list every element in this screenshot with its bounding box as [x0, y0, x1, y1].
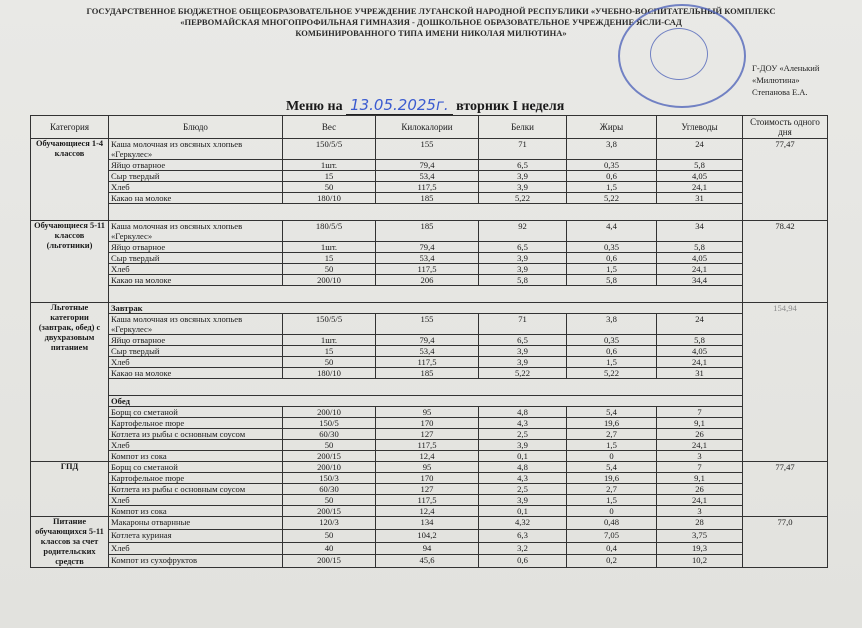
protein-cell: 4,3 — [479, 473, 567, 484]
category-cell: ГПД — [31, 462, 109, 517]
weight-cell: 120/3 — [283, 517, 376, 530]
kcal-cell: 53,4 — [376, 171, 479, 182]
weight-cell: 1шт. — [283, 160, 376, 171]
dish-name-cell: Каша молочная из овсяных хлопьев «Геркулес» — [109, 139, 283, 160]
table-row — [31, 506, 828, 517]
carbs-cell: 31 — [657, 368, 743, 379]
protein-cell: 71 — [479, 314, 567, 335]
table-row — [31, 451, 828, 462]
fat-cell: 3,8 — [567, 314, 657, 335]
table-row — [31, 139, 828, 160]
weight-cell: 15 — [283, 253, 376, 264]
weight-cell: 50 — [283, 264, 376, 275]
protein-cell: 6,5 — [479, 335, 567, 346]
carbs-cell: 34,4 — [657, 275, 743, 286]
protein-cell: 0,6 — [479, 555, 567, 568]
table-row — [31, 484, 828, 495]
dish-name-cell: Яйцо отварное — [109, 335, 283, 346]
kcal-cell: 185 — [376, 193, 479, 204]
table-row — [31, 462, 828, 473]
column-header: Вес — [283, 116, 376, 139]
category-cell: Льготные категории (завтрак, обед) с двухразовым питанием — [31, 303, 109, 462]
menu-table — [30, 115, 828, 568]
dish-name-cell: Сыр твердый — [109, 171, 283, 182]
kcal-cell: 104,2 — [376, 529, 479, 542]
carbs-cell: 24 — [657, 139, 743, 160]
table-row — [31, 242, 828, 253]
protein-cell: 3,9 — [479, 171, 567, 182]
category-cell: Питание обучающихся 5-11 классов за счет родительских средств — [31, 517, 109, 568]
carbs-cell: 24 — [657, 314, 743, 335]
fat-cell: 1,5 — [567, 264, 657, 275]
weight-cell: 150/5/5 — [283, 314, 376, 335]
section-label: Завтрак — [109, 303, 743, 314]
protein-cell: 2,5 — [479, 429, 567, 440]
kcal-cell: 117,5 — [376, 264, 479, 275]
kcal-cell: 53,4 — [376, 346, 479, 357]
weight-cell: 200/10 — [283, 407, 376, 418]
official-seal-icon — [618, 4, 746, 108]
weight-cell: 60/30 — [283, 484, 376, 495]
price-cell: 77,0 — [743, 517, 828, 568]
dish-name-cell: Яйцо отварное — [109, 242, 283, 253]
table-row — [31, 182, 828, 193]
protein-cell: 2,5 — [479, 484, 567, 495]
dish-name-cell: Компот из сока — [109, 506, 283, 517]
carbs-cell: 4,05 — [657, 346, 743, 357]
kcal-cell: 206 — [376, 275, 479, 286]
fat-cell: 1,5 — [567, 440, 657, 451]
weight-cell: 180/5/5 — [283, 221, 376, 242]
table-row — [31, 171, 828, 182]
fat-cell: 0,6 — [567, 346, 657, 357]
kcal-cell: 127 — [376, 484, 479, 495]
carbs-cell: 24,1 — [657, 440, 743, 451]
table-row — [31, 314, 828, 335]
weight-cell: 15 — [283, 346, 376, 357]
column-header: Стоимость одного дня — [743, 116, 828, 139]
dish-name-cell: Какао на молоке — [109, 275, 283, 286]
protein-cell: 4,8 — [479, 407, 567, 418]
carbs-cell: 5,8 — [657, 160, 743, 171]
table-row — [31, 368, 828, 379]
protein-cell: 3,9 — [479, 346, 567, 357]
dish-name-cell: Сыр твердый — [109, 253, 283, 264]
protein-cell: 3,9 — [479, 253, 567, 264]
carbs-cell: 9,1 — [657, 418, 743, 429]
carbs-cell: 34 — [657, 221, 743, 242]
column-header: Углеводы — [657, 116, 743, 139]
fat-cell: 0,35 — [567, 242, 657, 253]
dish-name-cell: Яйцо отварное — [109, 160, 283, 171]
fat-cell: 5,8 — [567, 275, 657, 286]
fat-cell: 19,6 — [567, 473, 657, 484]
dish-name-cell: Компот из сухофруктов — [109, 555, 283, 568]
price-cell: 78.42 — [743, 221, 828, 303]
approval-block — [752, 62, 819, 98]
table-row — [31, 193, 828, 204]
kcal-cell: 117,5 — [376, 182, 479, 193]
protein-cell: 0,1 — [479, 451, 567, 462]
dish-name-cell: Каша молочная из овсяных хлопьев «Геркулес» — [109, 221, 283, 242]
weight-cell: 1шт. — [283, 242, 376, 253]
weight-cell: 50 — [283, 529, 376, 542]
table-row — [31, 517, 828, 530]
table-row — [31, 440, 828, 451]
table-row — [31, 529, 828, 542]
fat-cell: 0,35 — [567, 335, 657, 346]
protein-cell: 4,8 — [479, 462, 567, 473]
table-row — [31, 429, 828, 440]
protein-cell: 5,8 — [479, 275, 567, 286]
spacer-row — [31, 286, 828, 303]
protein-cell: 3,9 — [479, 264, 567, 275]
dish-name-cell: Хлеб — [109, 542, 283, 555]
spacer-cell — [109, 204, 743, 221]
carbs-cell: 3,75 — [657, 529, 743, 542]
fat-cell: 1,5 — [567, 357, 657, 368]
table-row — [31, 418, 828, 429]
category-cell: Обучающиеся 1-4 классов — [31, 139, 109, 221]
price-cell: 77,47 — [743, 139, 828, 221]
kcal-cell: 117,5 — [376, 357, 479, 368]
fat-cell: 3,8 — [567, 139, 657, 160]
dish-name-cell: Каша молочная из овсяных хлопьев «Геркулес» — [109, 314, 283, 335]
spacer-cell — [109, 286, 743, 303]
weight-cell: 180/10 — [283, 368, 376, 379]
carbs-cell: 3 — [657, 451, 743, 462]
fat-cell: 0 — [567, 506, 657, 517]
table-row — [31, 346, 828, 357]
carbs-cell: 10,2 — [657, 555, 743, 568]
weight-cell: 50 — [283, 440, 376, 451]
carbs-cell: 3 — [657, 506, 743, 517]
carbs-cell: 26 — [657, 429, 743, 440]
protein-cell: 3,9 — [479, 182, 567, 193]
weight-cell: 50 — [283, 357, 376, 368]
protein-cell: 3,9 — [479, 440, 567, 451]
table-row — [31, 303, 828, 314]
category-cell: Обучающиеся 5-11 классов (льготники) — [31, 221, 109, 303]
dish-name-cell: Какао на молоке — [109, 193, 283, 204]
header-line-1: ГОСУДАРСТВЕННОЕ БЮДЖЕТНОЕ ОБЩЕОБРАЗОВАТЕЛЬНОЕ УЧРЕЖДЕНИЕ ЛУГАНСКОЙ НАРОДНОЙ РЕСПУБЛИКИ «УЧЕБНО-ВОСПИТАТЕЛЬНЫЙ КОМПЛЕКС — [86, 6, 776, 16]
table-row — [31, 555, 828, 568]
header-line-3: КОМБИНИРОВАННОГО ТИПА ИМЕНИ НИКОЛАЯ МИЛЮТИНА» — [295, 28, 567, 38]
weight-cell: 200/15 — [283, 555, 376, 568]
table-row — [31, 275, 828, 286]
fat-cell: 0,4 — [567, 542, 657, 555]
protein-cell: 92 — [479, 221, 567, 242]
table-row — [31, 473, 828, 484]
carbs-cell: 4,05 — [657, 171, 743, 182]
fat-cell: 0,2 — [567, 555, 657, 568]
weight-cell: 1шт. — [283, 335, 376, 346]
protein-cell: 71 — [479, 139, 567, 160]
column-header: Категория — [31, 116, 109, 139]
weight-cell: 200/15 — [283, 506, 376, 517]
dish-name-cell: Борщ со сметаной — [109, 407, 283, 418]
fat-cell: 5,4 — [567, 462, 657, 473]
table-row — [31, 495, 828, 506]
weight-cell: 150/3 — [283, 473, 376, 484]
protein-cell: 6,5 — [479, 242, 567, 253]
fat-cell: 7,05 — [567, 529, 657, 542]
kcal-cell: 170 — [376, 473, 479, 484]
protein-cell: 3,2 — [479, 542, 567, 555]
table-row — [31, 357, 828, 368]
weight-cell: 60/30 — [283, 429, 376, 440]
kcal-cell: 185 — [376, 221, 479, 242]
column-header: Белки — [479, 116, 567, 139]
dish-name-cell: Хлеб — [109, 495, 283, 506]
dish-name-cell: Хлеб — [109, 264, 283, 275]
fat-cell: 0,6 — [567, 253, 657, 264]
carbs-cell: 5,8 — [657, 242, 743, 253]
carbs-cell: 31 — [657, 193, 743, 204]
kcal-cell: 79,4 — [376, 242, 479, 253]
carbs-cell: 26 — [657, 484, 743, 495]
price-cell: 154,94 — [743, 303, 828, 462]
carbs-cell: 7 — [657, 462, 743, 473]
kcal-cell: 155 — [376, 139, 479, 160]
carbs-cell: 28 — [657, 517, 743, 530]
weight-cell: 180/10 — [283, 193, 376, 204]
kcal-cell: 94 — [376, 542, 479, 555]
dish-name-cell: Хлеб — [109, 357, 283, 368]
table-row — [31, 253, 828, 264]
dish-name-cell: Борщ со сметаной — [109, 462, 283, 473]
weight-cell: 200/10 — [283, 275, 376, 286]
fat-cell: 0,6 — [567, 171, 657, 182]
protein-cell: 3,9 — [479, 495, 567, 506]
protein-cell: 4,32 — [479, 517, 567, 530]
protein-cell: 3,9 — [479, 357, 567, 368]
protein-cell: 5,22 — [479, 368, 567, 379]
column-header: Блюдо — [109, 116, 283, 139]
dish-name-cell: Котлета из рыбы с основным соусом — [109, 429, 283, 440]
approval-line-1: Г-ДОУ «Аленький — [752, 63, 820, 73]
kcal-cell: 155 — [376, 314, 479, 335]
carbs-cell: 7 — [657, 407, 743, 418]
dish-name-cell: Хлеб — [109, 440, 283, 451]
fat-cell: 1,5 — [567, 182, 657, 193]
kcal-cell: 117,5 — [376, 440, 479, 451]
carbs-cell: 4,05 — [657, 253, 743, 264]
menu-date: 13.05.2025г. — [346, 96, 453, 115]
column-header: Килокалории — [376, 116, 479, 139]
spacer-cell — [109, 379, 743, 396]
menu-title-prefix: Меню на — [286, 99, 343, 114]
dish-name-cell: Хлеб — [109, 182, 283, 193]
dish-name-cell: Макароны отварнные — [109, 517, 283, 530]
weight-cell: 200/15 — [283, 451, 376, 462]
kcal-cell: 45,6 — [376, 555, 479, 568]
protein-cell: 6,3 — [479, 529, 567, 542]
kcal-cell: 12,4 — [376, 506, 479, 517]
weight-cell: 40 — [283, 542, 376, 555]
fat-cell: 2,7 — [567, 484, 657, 495]
dish-name-cell: Картофельное пюре — [109, 473, 283, 484]
table-row — [31, 542, 828, 555]
fat-cell: 5,22 — [567, 368, 657, 379]
dish-name-cell: Какао на молоке — [109, 368, 283, 379]
fat-cell: 5,4 — [567, 407, 657, 418]
dish-name-cell: Картофельное пюре — [109, 418, 283, 429]
dish-name-cell: Сыр твердый — [109, 346, 283, 357]
fat-cell: 1,5 — [567, 495, 657, 506]
approval-line-2: «Милютина» — [752, 75, 800, 85]
kcal-cell: 185 — [376, 368, 479, 379]
fat-cell: 0,48 — [567, 517, 657, 530]
section-label: Обед — [109, 396, 743, 407]
weight-cell: 50 — [283, 495, 376, 506]
approval-line-3: Степанова Е.А. — [752, 87, 808, 97]
section-label-row — [31, 396, 828, 407]
kcal-cell: 134 — [376, 517, 479, 530]
column-header: Жиры — [567, 116, 657, 139]
protein-cell: 0,1 — [479, 506, 567, 517]
kcal-cell: 79,4 — [376, 335, 479, 346]
table-row — [31, 407, 828, 418]
protein-cell: 4,3 — [479, 418, 567, 429]
protein-cell: 5,22 — [479, 193, 567, 204]
kcal-cell: 53,4 — [376, 253, 479, 264]
table-row — [31, 264, 828, 275]
fat-cell: 2,7 — [567, 429, 657, 440]
fat-cell: 0 — [567, 451, 657, 462]
header-line-2: «ПЕРВОМАЙСКАЯ МНОГОПРОФИЛЬНАЯ ГИМНАЗИЯ - ДОШКОЛЬНОЕ ОБРАЗОВАТЕЛЬНОЕ УЧРЕЖДЕНИЕ ЯСЛИ-САД — [180, 17, 682, 27]
kcal-cell: 127 — [376, 429, 479, 440]
table-row — [31, 335, 828, 346]
weight-cell: 50 — [283, 182, 376, 193]
carbs-cell: 24,1 — [657, 182, 743, 193]
table-row — [31, 160, 828, 171]
spacer-row — [31, 204, 828, 221]
fat-cell: 4,4 — [567, 221, 657, 242]
table-header-row — [31, 116, 828, 139]
weight-cell: 15 — [283, 171, 376, 182]
fat-cell: 19,6 — [567, 418, 657, 429]
price-cell: 77,47 — [743, 462, 828, 517]
carbs-cell: 24,1 — [657, 495, 743, 506]
carbs-cell: 5,8 — [657, 335, 743, 346]
menu-table-body — [31, 139, 828, 568]
weight-cell: 150/5/5 — [283, 139, 376, 160]
kcal-cell: 117,5 — [376, 495, 479, 506]
spacer-row — [31, 379, 828, 396]
kcal-cell: 79,4 — [376, 160, 479, 171]
carbs-cell: 9,1 — [657, 473, 743, 484]
kcal-cell: 95 — [376, 462, 479, 473]
fat-cell: 5,22 — [567, 193, 657, 204]
kcal-cell: 170 — [376, 418, 479, 429]
dish-name-cell: Компот из сока — [109, 451, 283, 462]
menu-title-suffix: вторник I неделя — [456, 99, 565, 114]
carbs-cell: 19,3 — [657, 542, 743, 555]
table-row — [31, 221, 828, 242]
fat-cell: 0,35 — [567, 160, 657, 171]
dish-name-cell: Котлета из рыбы с основным соусом — [109, 484, 283, 495]
kcal-cell: 12,4 — [376, 451, 479, 462]
menu-title — [286, 96, 564, 115]
weight-cell: 150/5 — [283, 418, 376, 429]
protein-cell: 6,5 — [479, 160, 567, 171]
weight-cell: 200/10 — [283, 462, 376, 473]
kcal-cell: 95 — [376, 407, 479, 418]
carbs-cell: 24,1 — [657, 264, 743, 275]
dish-name-cell: Котлета куриная — [109, 529, 283, 542]
carbs-cell: 24,1 — [657, 357, 743, 368]
